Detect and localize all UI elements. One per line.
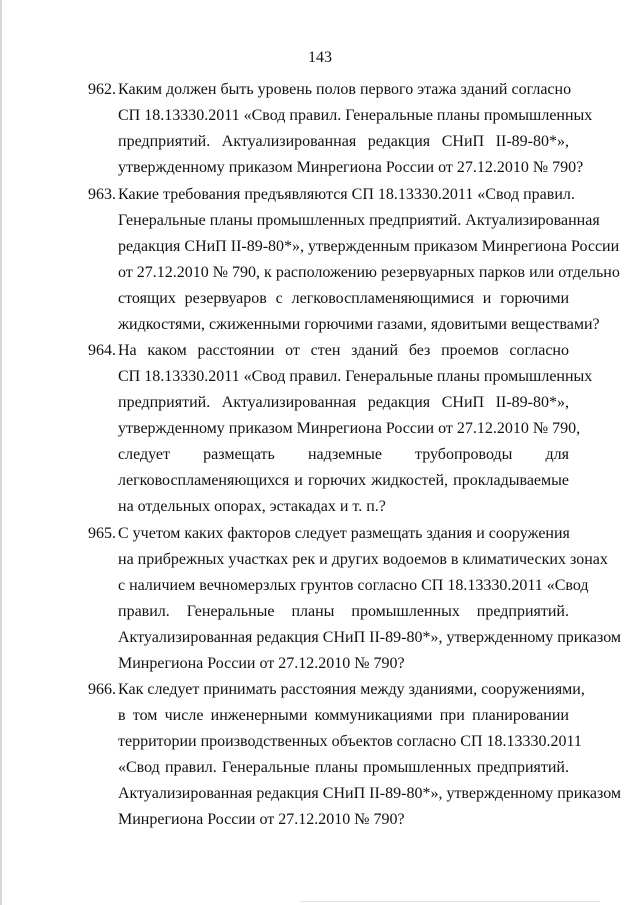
question-text-line: жидкостями, сжиженными горючими газами, ядовитыми веществами? — [118, 316, 600, 333]
question-text-line: редакция СНиП II-89-80*», утвержденным приказом Минрегиона России — [118, 238, 620, 255]
question-number: 963. — [88, 186, 116, 203]
question-text-line: территории производственных объектов согласно СП 18.13330.2011 — [118, 733, 582, 750]
question-text-line: утвержденному приказом Минрегиона России от 27.12.2010 № 790, — [118, 420, 581, 437]
question-text-line: Актуализированная редакция СНиП II-89-80*», утвержденному приказом — [118, 629, 622, 646]
question-text-line: На каком расстоянии от стен зданий без проемов согласно — [118, 342, 569, 359]
question-number: 962. — [88, 81, 116, 98]
question-text-line: предприятий. Актуализированная редакция СНиП II-89-80*», — [118, 394, 569, 411]
question-text-line: утвержденному приказом Минрегиона России от 27.12.2010 № 790? — [118, 159, 584, 176]
question-text-line: Как следует принимать расстояния между зданиями, сооружениями, — [118, 681, 585, 698]
question-text-line: «Свод правил. Генеральные планы промышленных предприятий. — [118, 759, 569, 776]
question-number: 965. — [88, 525, 116, 542]
question-text-line: легковоспламеняющихся и горючих жидкостей, прокладываемые — [118, 472, 569, 489]
question-text-line: СП 18.13330.2011 «Свод правил. Генеральные планы промышленных — [118, 368, 593, 385]
question-text-line: Генеральные планы промышленных предприятий. Актуализированная — [118, 212, 600, 229]
question-text-line: стоящих резервуаров с легковоспламеняющимися и горючими — [118, 290, 569, 307]
question-text-line: Минрегиона России от 27.12.2010 № 790? — [118, 655, 405, 672]
question-text-line: предприятий. Актуализированная редакция СНиП II-89-80*», — [118, 133, 569, 150]
question-text-line: Актуализированная редакция СНиП II-89-80*», утвержденному приказом — [118, 785, 622, 802]
scan-bottom-edge — [300, 901, 600, 902]
question-text-line: с наличием вечномерзлых грунтов согласно СП 18.13330.2011 «Свод — [118, 577, 589, 594]
question-text-line: Какие требования предъявляются СП 18.13330.2011 «Свод правил. — [118, 186, 575, 203]
scan-edge — [0, 0, 2, 905]
question-text-line: Каким должен быть уровень полов первого этажа зданий согласно — [118, 81, 572, 98]
question-text-line: от 27.12.2010 № 790, к расположению резервуарных парков или отдельно — [118, 264, 620, 281]
question-text-line: правил. Генеральные планы промышленных предприятий. — [118, 603, 569, 620]
question-text-line: на прибрежных участках рек и других водоемов в климатических зонах — [118, 551, 608, 568]
question-text-line: на отдельных опорах, эстакадах и т. п.? — [118, 498, 386, 515]
question-text-line: СП 18.13330.2011 «Свод правил. Генеральные планы промышленных — [118, 107, 593, 124]
question-text-line: С учетом каких факторов следует размещать здания и сооружения — [118, 525, 570, 542]
question-text-line: Минрегиона России от 27.12.2010 № 790? — [118, 811, 405, 828]
question-text-line: следует размещать надземные трубопроводы для — [118, 446, 569, 463]
question-number: 966. — [88, 681, 116, 698]
question-number: 964. — [88, 342, 116, 359]
page-number: 143 — [308, 49, 332, 66]
question-text-line: в том числе инженерными коммуникациями при планировании — [118, 707, 569, 724]
